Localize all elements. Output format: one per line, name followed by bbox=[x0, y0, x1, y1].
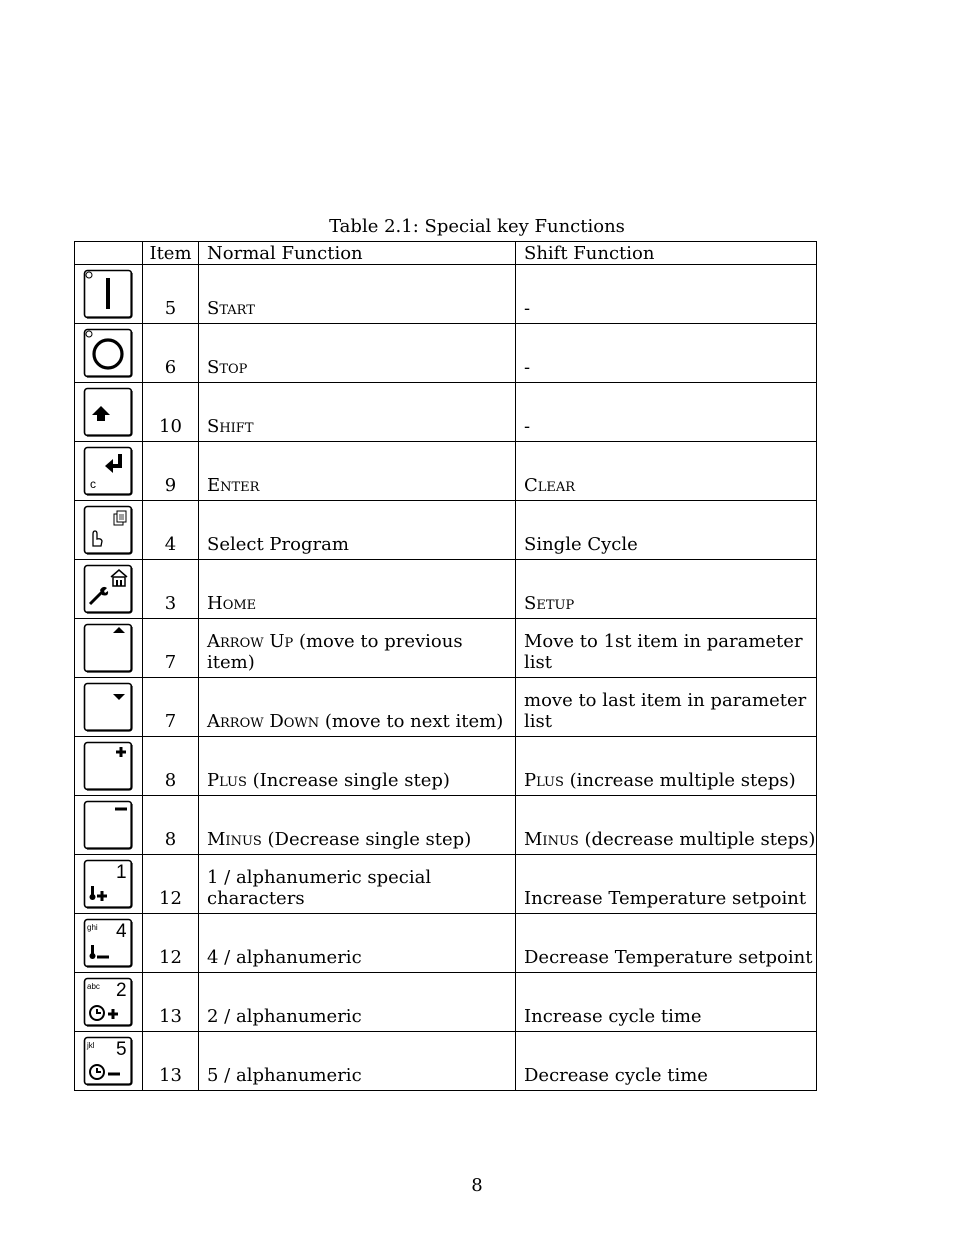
shift-function bbox=[516, 678, 817, 737]
normal-function bbox=[199, 678, 516, 737]
shift-function-smallcaps: Clear bbox=[524, 475, 576, 496]
normal-function bbox=[199, 914, 516, 973]
shift-key-icon bbox=[75, 387, 142, 437]
plus-key-icon bbox=[75, 741, 142, 791]
svg-text:5: 5 bbox=[116, 1039, 127, 1060]
shift-function-text: - bbox=[524, 298, 531, 319]
svg-text:jkl: jkl bbox=[87, 1041, 95, 1050]
table-row bbox=[75, 324, 817, 383]
item-number: 5 bbox=[143, 265, 199, 324]
key-icon-cell bbox=[75, 737, 143, 796]
key-icon-cell bbox=[75, 1032, 143, 1091]
normal-function-text: (move to previous item) bbox=[207, 631, 463, 673]
table-row bbox=[75, 265, 817, 324]
page-number: 8 bbox=[471, 1175, 483, 1196]
header-icon bbox=[75, 242, 143, 265]
normal-function bbox=[199, 619, 516, 678]
shift-function-text: move to last item in parameter list bbox=[524, 690, 807, 732]
key-5-time-minus-icon bbox=[75, 1036, 142, 1086]
normal-function-text: (Decrease single step) bbox=[261, 829, 472, 850]
normal-function-smallcaps: Plus bbox=[207, 770, 247, 791]
table-row bbox=[75, 619, 817, 678]
shift-function-text: (decrease multiple steps) bbox=[578, 829, 816, 850]
shift-function bbox=[516, 619, 817, 678]
shift-function-text: Decrease cycle time bbox=[524, 1065, 708, 1086]
normal-function bbox=[199, 265, 516, 324]
item-number: 7 bbox=[143, 619, 199, 678]
special-keys-table bbox=[74, 241, 817, 1091]
normal-function bbox=[199, 737, 516, 796]
normal-function-text: 4 / alphanumeric bbox=[207, 947, 362, 968]
key-icon-cell bbox=[75, 973, 143, 1032]
table-row bbox=[75, 737, 817, 796]
key-icon-cell bbox=[75, 265, 143, 324]
stop-key-icon bbox=[75, 328, 142, 378]
home-key-icon bbox=[75, 564, 142, 614]
normal-function-text: 1 / alphanumeric special characters bbox=[207, 867, 432, 909]
normal-function bbox=[199, 383, 516, 442]
item-number: 13 bbox=[143, 973, 199, 1032]
normal-function-smallcaps: Shift bbox=[207, 416, 254, 437]
header-normal-function: Normal Function bbox=[199, 242, 516, 265]
normal-function-text: 2 / alphanumeric bbox=[207, 1006, 362, 1027]
key-icon-cell bbox=[75, 796, 143, 855]
shift-function-text: (increase multiple steps) bbox=[563, 770, 796, 791]
shift-function bbox=[516, 324, 817, 383]
key-icon-cell bbox=[75, 501, 143, 560]
svg-text:abc: abc bbox=[87, 982, 100, 991]
shift-function bbox=[516, 501, 817, 560]
normal-function-smallcaps: Minus bbox=[207, 829, 262, 850]
item-number: 4 bbox=[143, 501, 199, 560]
item-number: 12 bbox=[143, 855, 199, 914]
shift-function bbox=[516, 796, 817, 855]
key-1-temp-plus-icon bbox=[75, 859, 142, 909]
table-row bbox=[75, 383, 817, 442]
normal-function bbox=[199, 855, 516, 914]
select-program-key-icon bbox=[75, 505, 142, 555]
key-icon-cell bbox=[75, 560, 143, 619]
key-4-temp-minus-icon bbox=[75, 918, 142, 968]
shift-function-smallcaps: Minus bbox=[524, 829, 579, 850]
normal-function-text: Select Program bbox=[207, 534, 349, 555]
shift-function-smallcaps: Plus bbox=[524, 770, 564, 791]
svg-text:4: 4 bbox=[116, 921, 127, 942]
shift-function-text: Increase Temperature setpoint bbox=[524, 888, 807, 909]
normal-function bbox=[199, 324, 516, 383]
normal-function bbox=[199, 560, 516, 619]
key-icon-cell bbox=[75, 442, 143, 501]
table-row bbox=[75, 678, 817, 737]
item-number: 13 bbox=[143, 1032, 199, 1091]
table-header-row bbox=[75, 242, 817, 265]
normal-function-smallcaps: Arrow Up bbox=[207, 631, 294, 652]
key-icon-cell bbox=[75, 324, 143, 383]
table-caption: Table 2.1: Special key Functions bbox=[329, 216, 625, 237]
shift-function-text: - bbox=[524, 416, 531, 437]
normal-function bbox=[199, 501, 516, 560]
item-number: 7 bbox=[143, 678, 199, 737]
normal-function-smallcaps: Start bbox=[207, 298, 255, 319]
shift-function-text: Increase cycle time bbox=[524, 1006, 702, 1027]
key-icon-cell bbox=[75, 855, 143, 914]
shift-function bbox=[516, 265, 817, 324]
shift-function bbox=[516, 1032, 817, 1091]
shift-function-text: Single Cycle bbox=[524, 534, 638, 555]
item-number: 9 bbox=[143, 442, 199, 501]
normal-function bbox=[199, 1032, 516, 1091]
table-row bbox=[75, 973, 817, 1032]
arrow-down-key-icon bbox=[75, 682, 142, 732]
normal-function bbox=[199, 973, 516, 1032]
item-number: 8 bbox=[143, 796, 199, 855]
svg-text:ghi: ghi bbox=[87, 923, 98, 932]
normal-function-smallcaps: Arrow Down bbox=[207, 711, 320, 732]
normal-function-smallcaps: Home bbox=[207, 593, 257, 614]
svg-text:c: c bbox=[90, 477, 96, 491]
minus-key-icon bbox=[75, 800, 142, 850]
normal-function-text: (move to next item) bbox=[319, 711, 504, 732]
shift-function-text: - bbox=[524, 357, 531, 378]
key-icon-cell bbox=[75, 914, 143, 973]
shift-function bbox=[516, 855, 817, 914]
table-row bbox=[75, 796, 817, 855]
item-number: 10 bbox=[143, 383, 199, 442]
normal-function-smallcaps: Enter bbox=[207, 475, 260, 496]
table-row bbox=[75, 914, 817, 973]
table-row bbox=[75, 1032, 817, 1091]
enter-key-icon bbox=[75, 446, 142, 496]
shift-function bbox=[516, 973, 817, 1032]
item-number: 3 bbox=[143, 560, 199, 619]
shift-function-text: Decrease Temperature setpoint bbox=[524, 947, 813, 968]
shift-function-smallcaps: Setup bbox=[524, 593, 575, 614]
table-row bbox=[75, 442, 817, 501]
start-key-icon bbox=[75, 269, 142, 319]
table-row bbox=[75, 560, 817, 619]
item-number: 12 bbox=[143, 914, 199, 973]
normal-function-smallcaps: Stop bbox=[207, 357, 248, 378]
shift-function bbox=[516, 914, 817, 973]
item-number: 6 bbox=[143, 324, 199, 383]
key-icon-cell bbox=[75, 619, 143, 678]
normal-function bbox=[199, 796, 516, 855]
normal-function-text: (Increase single step) bbox=[246, 770, 450, 791]
normal-function bbox=[199, 442, 516, 501]
item-number: 8 bbox=[143, 737, 199, 796]
svg-text:1: 1 bbox=[116, 862, 127, 883]
normal-function-text: 5 / alphanumeric bbox=[207, 1065, 362, 1086]
table-row bbox=[75, 855, 817, 914]
header-item: Item bbox=[143, 242, 199, 265]
shift-function bbox=[516, 383, 817, 442]
arrow-up-key-icon bbox=[75, 623, 142, 673]
svg-text:2: 2 bbox=[116, 980, 127, 1001]
shift-function bbox=[516, 737, 817, 796]
key-icon-cell bbox=[75, 678, 143, 737]
shift-function bbox=[516, 560, 817, 619]
shift-function-text: Move to 1st item in parameter list bbox=[524, 631, 803, 673]
header-shift-function: Shift Function bbox=[516, 242, 817, 265]
shift-function bbox=[516, 442, 817, 501]
key-2-time-plus-icon bbox=[75, 977, 142, 1027]
table-row bbox=[75, 501, 817, 560]
key-icon-cell bbox=[75, 383, 143, 442]
